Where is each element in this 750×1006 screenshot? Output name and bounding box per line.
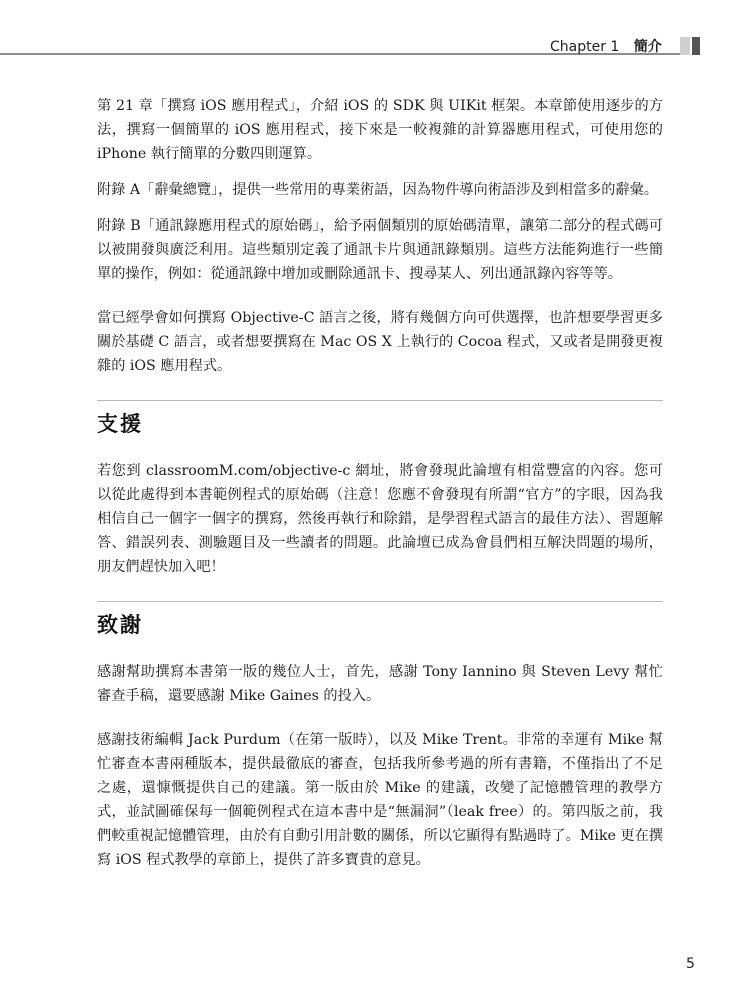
paragraph-appendix-b: 附錄 B「通訊錄應用程式的原始碼」，給予兩個類別的原始碼清單，讓第二部分的程式碼可以被開發與廣泛利用。這些類別定義了通訊卡片與通訊錄類別。這些方法能夠進行一些簡單的操作，例如：從通訊錄中增加或刪除通訊卡、搜尋某人、列出通訊錄內容等等。 xyxy=(97,218,663,282)
support-heading: 支援 xyxy=(97,412,143,436)
header-tab-dark xyxy=(692,37,700,55)
thanks-heading: 致謝 xyxy=(97,613,143,637)
thanks-section xyxy=(97,601,663,872)
running-header xyxy=(550,36,662,56)
support-paragraph: 若您到 classroomM.com/objective-c 網址，將會發現此論壇有相當豐富的內容。您可以從此處得到本書範例程式的原始碼（注意！您應不會發現有所謂“官方”的字眼，因為我相信自己一個字一個字的撰寫，然後再執行和除錯，是學習程式語言的最佳方法）、習題解答、錯誤列表、測驗題目及一些讀者的問題。此論壇已成為會員們相互解決問題的場所，朋友們趕快加入吧！ xyxy=(97,463,663,575)
header-tab-marker xyxy=(680,37,710,55)
page-number: 5 xyxy=(686,956,695,972)
support-section xyxy=(97,400,663,579)
header-tab-light xyxy=(680,37,690,55)
page-body xyxy=(97,94,663,884)
chapter-label: Chapter 1 xyxy=(550,39,620,55)
paragraph-chapter-21: 第 21 章「撰寫 iOS 應用程式」，介紹 iOS 的 SDK 與 UIKit 框架。本章節使用逐步的方法，撰寫一個簡單的 iOS 應用程式，接下來是一較複雜的計算器應用程式，可使用您的 iPhone 執行簡單的分數四則運算。 xyxy=(97,98,663,162)
thanks-paragraph-first-edition: 感謝幫助撰寫本書第一版的幾位人士，首先，感謝 Tony Iannino 與 Steven Levy 幫忙審查手稿，還要感謝 Mike Gaines 的投入。 xyxy=(97,664,663,704)
paragraph-appendix-a: 附錄 A「辭彙總覽」，提供一些常用的專業術語，因為物件導向術語涉及到相當多的辭彙。 xyxy=(97,182,658,198)
chapter-title: 簡介 xyxy=(633,39,662,55)
paragraph-next-steps: 當已經學會如何撰寫 Objective-C 語言之後，將有幾個方向可供選擇，也許想要學習更多關於基礎 C 語言，或者想要撰寫在 Mac OS X 上執行的 Cocoa 程式，又或者是開發更複雜的 iOS 應用程式。 xyxy=(97,310,663,374)
thanks-paragraph-technical-editors: 感謝技術編輯 Jack Purdum（在第一版時），以及 Mike Trent。非常的幸運有 Mike 幫忙審查本書兩種版本，提供最徹底的審查，包括我所參考過的所有書籍，不僅指出了不足之處，還慷慨提供自己的建議。第一版由於 Mike 的建議，改變了記憶體管理的教學方式，並試圖確保每一個範例程式在這本書中是“無漏洞”（leak free）的。第四版之前，我們較重視記憶體管理，由於有自動引用計數的關係，所以它顯得有點過時了。Mike 更在撰寫 iOS 程式教學的章節上，提供了許多寶貴的意見。 xyxy=(97,732,663,868)
